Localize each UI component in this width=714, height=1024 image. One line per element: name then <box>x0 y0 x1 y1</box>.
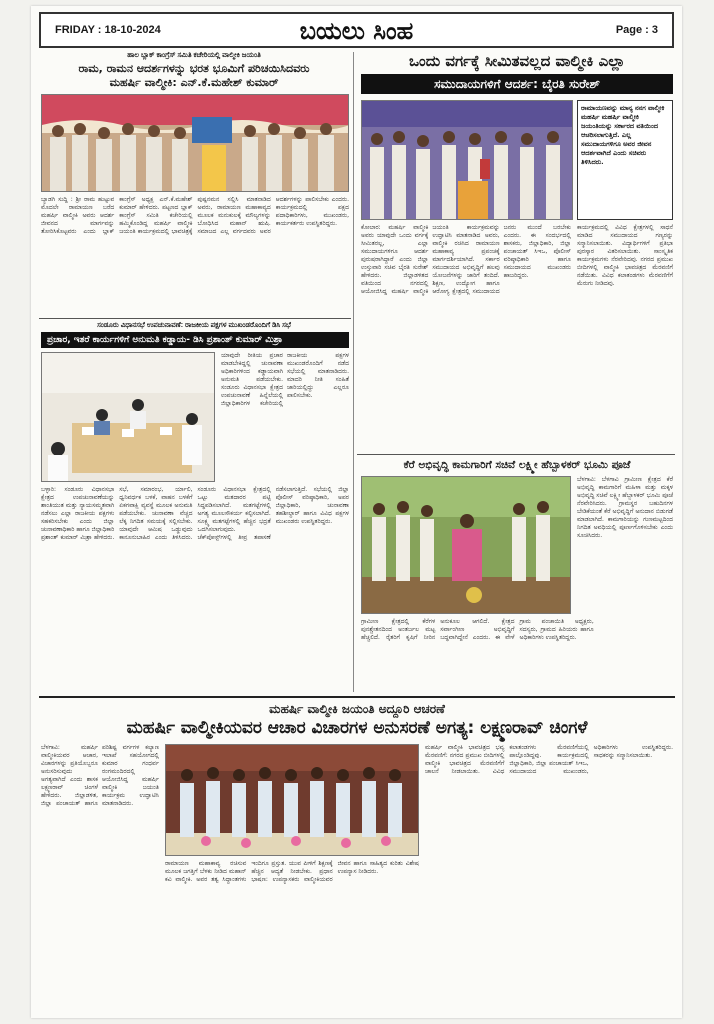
divider <box>39 318 351 319</box>
story4-photo <box>361 476 571 614</box>
story5-photo <box>165 744 419 856</box>
story2-body: ಕೋಲಾರ: ಮಹರ್ಷಿ ವಾಲ್ಮೀಕಿ ಅವರು ಯಾವುದೇ ಒಂದು ವರ್ಗಕ್ಕೆ ಸೀಮಿತರಲ್ಲ, ಎಲ್ಲಾ ಸಮುದಾಯಗಳಿಗೂ ಆದರ್ಶ ಪುರುಷರಾಗಿದ್ದಾರೆ ಎಂದು ಜಿಲ್ಲಾ ಉಸ್ತುವಾರಿ ಸಚಿವ ಬೈರತಿ ಸುರೇಶ್ ಹೇಳಿದರು. ಜಿಲ್ಲಾಡಳಿತದ ವತಿಯಿಂದ ನಗರದಲ್ಲಿ ಆಯೋಜಿಸಿದ್ದ ಮಹರ್ಷಿ ವಾಲ್ಮೀಕಿ ಜಯಂತಿ ಕಾರ್ಯಕ್ರಮವನ್ನು ಉದ್ಘಾಟಿಸಿ ಮಾತನಾಡಿದ ಅವರು, ವಾಲ್ಮೀಕಿ ರಚಿಸಿದ ರಾಮಾಯಣ ಮಹಾಕಾವ್ಯ ಪ್ರಪಂಚಕ್ಕೆ ಮಾರ್ಗದರ್ಶಿಯಾಗಿದೆ. ಸರ್ಕಾರ ಸಮುದಾಯದ ಅಭಿವೃದ್ಧಿಗೆ ಹಲವು ಯೋಜನೆಗಳನ್ನು ಜಾರಿಗೆ ತಂದಿದೆ. ಶಿಕ್ಷಣ, ಉದ್ಯೋಗ ಹಾಗೂ ಆರೋಗ್ಯ ಕ್ಷೇತ್ರದಲ್ಲಿ ಸಮುದಾಯದ ಜನರು ಮುಂದೆ ಬರಬೇಕು ಎಂದರು. ಈ ಸಂದರ್ಭದಲ್ಲಿ ಶಾಸಕರು, ಜಿಲ್ಲಾಧಿಕಾರಿ, ಜಿಲ್ಲಾ ಪಂಚಾಯತ್ ಸಿಇಒ, ಪೊಲೀಸ್ ವರಿಷ್ಠಾಧಿಕಾರಿ ಹಾಗೂ ಸಮುದಾಯದ ಮುಖಂಡರು ಹಾಜರಿದ್ದರು. <box>361 224 571 295</box>
story4-body-a: ಬೆಳಗಾವಿ: ಬೆಳಗಾವಿ ಗ್ರಾಮೀಣ ಕ್ಷೇತ್ರದ ಕೆರೆ ಅಭಿವೃದ್ಧಿ ಕಾಮಗಾರಿಗೆ ಮಹಿಳಾ ಮತ್ತು ಮಕ್ಕಳ ಅಭಿವೃದ್ಧಿ ಸಚಿವೆ ಲಕ್ಷ್ಮೀ ಹೆಬ್ಬಾಳಕರ್ ಭೂಮಿ ಪೂಜೆ ನೆರವೇರಿಸಿದರು. ಗ್ರಾಮಸ್ಥರ ಬಹುದಿನಗಳ ಬೇಡಿಕೆಯಂತೆ ಕೆರೆ ಅಭಿವೃದ್ಧಿಗೆ ಅನುದಾನ ಬಿಡುಗಡೆ ಮಾಡಲಾಗಿದೆ. ಕಾಮಗಾರಿಯನ್ನು ಗುಣಮಟ್ಟದಿಂದ ನಿಗದಿತ ಅವಧಿಯಲ್ಲಿ ಪೂರ್ಣಗೊಳಿಸಬೇಕು ಎಂದು ಸೂಚಿಸಿದರು. <box>577 476 673 539</box>
issue-date: FRIDAY : 18-10-2024 <box>55 24 161 36</box>
story1-kicker: ಹಾಲ ಬ್ಲಾಕ್ ಕಾಂಗ್ರೆಸ್ ಸಮಿತಿ ಕಚೇರಿಯಲ್ಲಿ ವಾಲ್ಮೀಕಿ ಜಯಂತಿ <box>127 52 261 59</box>
divider <box>39 696 675 698</box>
story3-body-b <box>41 486 349 692</box>
story3-headline: ಪ್ರಚಾರ, ಇತರೆ ಕಾರ್ಯಗಳಿಗೆ ಅನುಮತಿ ಕಡ್ಡಾಯ- ಡಿಸಿ ಪ್ರಶಾಂತ್ ಕುಮಾರ್ ಮಿಶ್ರಾ <box>41 332 349 348</box>
story1-headline-line1: ರಾಮ, ರಾಮನ ಆದರ್ಶಗಳನ್ನು ಭರತ ಭೂಮಿಗೆ ಪರಿಚಯಿಸಿದವರು <box>78 62 310 75</box>
newspaper-title: ಬಯಲು ಸಿಂಹ <box>299 16 414 45</box>
story3-photo <box>41 352 215 482</box>
divider <box>357 454 675 455</box>
column-divider <box>353 52 354 692</box>
story2-headline-line2: ಸಮುದಾಯಗಳಿಗೆ ಆದರ್ಶ: ಬೈರತಿ ಸುರೇಶ್ <box>361 74 673 94</box>
page-number: Page : 3 <box>615 24 658 36</box>
newspaper-page <box>31 6 682 1018</box>
story2-pull-quote: ರಾಮಾಯಣವನ್ನು ಮಾನ್ಯ ನನಗ ವಾಲ್ಮೀಕಿ ಮಹರ್ಷಿ ಮಹರ್ಷಿ ವಾಲ್ಮೀಕಿ ಜಯಂತಿಯನ್ನು ಸರ್ಕಾರದ ವತಿಯಿಂದ ಆಚರಿಸಲಾಗುತ್ತಿದೆ. ಎಲ್ಲ ಸಮುದಾಯಗಳಿಗೂ ಅವರ ಜೀವನ ಆದರ್ಶವಾಗಿದೆ ಎಂದು ಸಚಿವರು ತಿಳಿಸಿದರು. <box>577 100 673 220</box>
story5-kicker: ಮಹರ್ಷಿ ವಾಲ್ಮೀಕಿ ಜಯಂತಿ ಅದ್ದೂರಿ ಆಚರಣೆ <box>269 702 445 716</box>
story5-body-b: ರಾಮಾಯಣ ಮಹಾಕಾವ್ಯ ರಚಿಸುವ ಮೂಲಕ ಜಗತ್ತಿಗೆ ಬೆಳಕು ನೀಡಿದ ಮಹಾನ್ ಕವಿ ವಾಲ್ಮೀಕಿ. ಅವರ ತತ್ವ ಸಿದ್ಧಾಂತಗಳು ಇಂದಿಗೂ ಪ್ರಸ್ತುತ. ಯುವ ಪೀಳಿಗೆ ಶಿಕ್ಷಣಕ್ಕೆ ಹೆಚ್ಚಿನ ಆದ್ಯತೆ ನೀಡಬೇಕು. ಪ್ರಧಾನ ಭಾಷಣ: ಉಪನ್ಯಾಸಕರು ವಾಲ್ಮೀಕಿಯವರ ಜೀವನ ಹಾಗೂ ಸಾಹಿತ್ಯದ ಕುರಿತು ವಿಶೇಷ ಉಪನ್ಯಾಸ ನೀಡಿದರು. <box>165 860 419 883</box>
story5-body-c: ಮಹರ್ಷಿ ವಾಲ್ಮೀಕಿ ಭಾವಚಿತ್ರದ ಭವ್ಯ ಮೆರವಣಿಗೆ: ನಗರದ ಪ್ರಮುಖ ಬೀದಿಗಳಲ್ಲಿ ವಾಲ್ಮೀಕಿ ಭಾವಚಿತ್ರದ ಮೆರವಣಿಗೆಗೆ ಚಾಲನೆ ನೀಡಲಾಯಿತು. ವಿವಿಧ ಕಲಾತಂಡಗಳು ಮೆರವಣಿಗೆಯಲ್ಲಿ ಪಾಲ್ಗೊಂಡಿದ್ದವು. ಕಾರ್ಯಕ್ರಮದಲ್ಲಿ ಜಿಲ್ಲಾಧಿಕಾರಿ, ಜಿಲ್ಲಾ ಪಂಚಾಯತ್ ಸಿಇಒ, ಸಮುದಾಯದ ಮುಖಂಡರು, ಅಧಿಕಾರಿಗಳು ಉಪಸ್ಥಿತರಿದ್ದರು. ಸಾಧಕರನ್ನು ಸನ್ಮಾನಿಸಲಾಯಿತು. <box>425 744 673 775</box>
story3-body-c-text: ಸಂಡೂರು ವಿಧಾನಸಭಾ ಕ್ಷೇತ್ರದಲ್ಲಿ ಒಟ್ಟು ಮತದಾರರ ಪಟ್ಟಿ ಸಿದ್ಧಪಡಿಸಲಾಗಿದೆ. ಮತಗಟ್ಟೆಗಳಲ್ಲಿ ಅಗತ್ಯ ಮೂಲಸೌಕರ್ಯ ಕಲ್ಪಿಸಲಾಗಿದೆ. ಸೂಕ್ಷ್ಮ ಮತಗಟ್ಟೆಗಳಲ್ಲಿ ಹೆಚ್ಚಿನ ಭದ್ರತೆ ಒದಗಿಸಲಾಗುವುದು. ಚೆಕ್‌ಪೋಸ್ಟ್‌ಗಳಲ್ಲಿ ತೀವ್ರ ತಪಾಸಣೆ ನಡೆಸಲಾಗುತ್ತಿದೆ. ಸಭೆಯಲ್ಲಿ ಜಿಲ್ಲಾ ಪೊಲೀಸ್ ವರಿಷ್ಠಾಧಿಕಾರಿ, ಅಪರ ಜಿಲ್ಲಾಧಿಕಾರಿ, ಚುನಾವಣಾ ತಹಶೀಲ್ದಾರ್ ಹಾಗೂ ವಿವಿಧ ಪಕ್ಷಗಳ ಮುಖಂಡರು ಉಪಸ್ಥಿತರಿದ್ದರು. <box>197 486 349 541</box>
story2-body-b: ಕಾರ್ಯಕ್ರಮದಲ್ಲಿ ವಿವಿಧ ಕ್ಷೇತ್ರಗಳಲ್ಲಿ ಸಾಧನೆ ಮಾಡಿದ ಸಮುದಾಯದ ಗಣ್ಯರನ್ನು ಸನ್ಮಾನಿಸಲಾಯಿತು. ವಿದ್ಯಾರ್ಥಿಗಳಿಗೆ ಪ್ರತಿಭಾ ಪುರಸ್ಕಾರ ವಿತರಿಸಲಾಯಿತು. ಸಾಂಸ್ಕೃತಿಕ ಕಾರ್ಯಕ್ರಮಗಳು ನೆರವೇರಿದವು. ನಗರದ ಪ್ರಮುಖ ಬೀದಿಗಳಲ್ಲಿ ವಾಲ್ಮೀಕಿ ಭಾವಚಿತ್ರದ ಮೆರವಣಿಗೆ ನಡೆಯಿತು. ವಿವಿಧ ಕಲಾತಂಡಗಳು ಮೆರವಣಿಗೆಗೆ ಮೆರುಗು ನೀಡಿದವು. <box>577 224 673 287</box>
story4-body-b: ಗ್ರಾಮೀಣ ಕ್ಷೇತ್ರದಲ್ಲಿ ಕೆರೆಗಳ ಪುನಶ್ಚೇತನದಿಂದ ಅಂತರ್ಜಲ ಮಟ್ಟ ಹೆಚ್ಚಲಿದೆ. ರೈತರಿಗೆ ಕೃಷಿಗೆ ನೀರಿನ ಅನುಕೂಲ ಆಗಲಿದೆ. ಕ್ಷೇತ್ರದ ಸರ್ವಾಂಗೀಣ ಅಭಿವೃದ್ಧಿಗೆ ಬದ್ಧವಾಗಿದ್ದೇನೆ ಎಂದರು. ಈ ವೇಳೆ ಗ್ರಾಮ ಪಂಚಾಯಿತಿ ಅಧ್ಯಕ್ಷರು, ಸದಸ್ಯರು, ಗ್ರಾಮದ ಹಿರಿಯರು ಹಾಗೂ ಅಧಿಕಾರಿಗಳು ಉಪಸ್ಥಿತರಿದ್ದರು. <box>361 618 594 641</box>
story2-headline-line1: ಒಂದು ವರ್ಗಕ್ಕೆ ಸೀಮಿತವಲ್ಲದ ವಾಲ್ಮೀಕಿ ಎಲ್ಲಾ <box>408 52 626 70</box>
story1-headline-line2: ಮಹರ್ಷಿ ವಾಲ್ಮೀಕಿ: ಎನ್.ಕೆ.ಮಹೇಶ್ ಕುಮಾರ್ <box>109 76 279 89</box>
story5-headline: ಮಹರ್ಷಿ ವಾಲ್ಮೀಕಿಯವರ ಆಚಾರ ವಿಚಾರಗಳ ಅನುಸರಣೆ ಅಗತ್ಯ: ಲಕ್ಷ್ಮಣರಾವ್ ಚಿಂಗಳೆ <box>126 718 588 738</box>
story2-photo <box>361 100 573 220</box>
story1-photo <box>41 94 349 192</box>
story3-body-b-text: ಬಳ್ಳಾರಿ: ಸಂಡೂರು ವಿಧಾನಸಭಾ ಕ್ಷೇತ್ರದ ಉಪಚುನಾವಣೆಯನ್ನು ಶಾಂತಿಯುತ ಮತ್ತು ನ್ಯಾಯಸಮ್ಮತವಾಗಿ ನಡೆಸಲು ಎಲ್ಲಾ ರಾಜಕೀಯ ಪಕ್ಷಗಳು ಸಹಕರಿಸಬೇಕು ಎಂದು ಜಿಲ್ಲಾ ಚುನಾವಣಾಧಿಕಾರಿ ಹಾಗೂ ಜಿಲ್ಲಾಧಿಕಾರಿ ಪ್ರಶಾಂತ್ ಕುಮಾರ್ ಮಿಶ್ರಾ ಹೇಳಿದರು. ಸಭೆ, ಸಮಾರಂಭ, ರ್ಯಾಲಿ, ಧ್ವನಿವರ್ಧಕ ಬಳಕೆ, ವಾಹನ ಬಳಕೆಗೆ ಏಕಗವಾಕ್ಷಿ ವ್ಯವಸ್ಥೆ ಮೂಲಕ ಅನುಮತಿ ಪಡೆಯಬೇಕು. ಚುನಾವಣಾ ವೆಚ್ಚದ ಲೆಕ್ಕ ನಿಗದಿತ ಸಮಯಕ್ಕೆ ಸಲ್ಲಿಸಬೇಕು. ಯಾವುದೇ ಆಮಿಷ ಒಡ್ಡುವುದು ಕಾನೂನುಬಾಹಿರ ಎಂದು ತಿಳಿಸಿದರು. <box>41 486 193 541</box>
story4-headline: ಕೆರೆ ಅಭಿವೃದ್ಧಿ ಕಾಮಗಾರಿಗೆ ಸಚಿವೆ ಲಕ್ಷ್ಮೀ ಹೆಬ್ಬಾಳಕರ್ ಭೂಮಿ ಪೂಜೆ <box>403 459 631 471</box>
story5-body-a: ಬೆಳಗಾವಿ: ಮಹರ್ಷಿ ವಾಲ್ಮೀಕಿಯವರ ಆಚಾರ, ವಿಚಾರಗಳನ್ನು ಪ್ರತಿಯೊಬ್ಬರೂ ಅನುಸರಿಸುವುದು ಅಗತ್ಯವಾಗಿದೆ ಎಂದು ಶಾಸಕ ಲಕ್ಷ್ಮಣರಾವ್ ಚಿಂಗಳೆ ಹೇಳಿದರು. ಜಿಲ್ಲಾಡಳಿತ, ಜಿಲ್ಲಾ ಪಂಚಾಯತ್ ಹಾಗೂ ಪರಿಶಿಷ್ಟ ವರ್ಗಗಳ ಕಲ್ಯಾಣ ಇಲಾಖೆ ಸಹಯೋಗದಲ್ಲಿ ಕುಮಾರ ಗಂಧರ್ವ ರಂಗಮಂದಿರದಲ್ಲಿ ಆಯೋಜಿಸಿದ್ದ ಮಹರ್ಷಿ ವಾಲ್ಮೀಕಿ ಜಯಂತಿ ಕಾರ್ಯಕ್ರಮ ಉದ್ಘಾಟಿಸಿ ಮಾತನಾಡಿದರು. <box>41 744 159 807</box>
masthead <box>39 12 674 48</box>
story1-body: ಬ್ಯಾಡಗಿ ಸುದ್ದಿ : ಶ್ರೀ ರಾಮ ಹುಟ್ಟುವ ಮೊದಲೇ ರಾಮಾಯಣ ಬರೆದ ಮಹರ್ಷಿ ವಾಲ್ಮೀಕಿ ಅವರು ಆದರ್ಶ ಜೀವನದ ಮಾರ್ಗವನ್ನು ತೋರಿಸಿಕೊಟ್ಟವರು ಎಂದು ಬ್ಲಾಕ್ ಕಾಂಗ್ರೆಸ್ ಅಧ್ಯಕ್ಷ ಎನ್.ಕೆ.ಮಹೇಶ್ ಕುಮಾರ್ ಹೇಳಿದರು. ಪಟ್ಟಣದ ಬ್ಲಾಕ್ ಕಾಂಗ್ರೆಸ್ ಸಮಿತಿ ಕಚೇರಿಯಲ್ಲಿ ಹಮ್ಮಿಕೊಂಡಿದ್ದ ಮಹರ್ಷಿ ವಾಲ್ಮೀಕಿ ಜಯಂತಿ ಕಾರ್ಯಕ್ರಮದಲ್ಲಿ ಭಾವಚಿತ್ರಕ್ಕೆ ಪುಷ್ಪನಮನ ಸಲ್ಲಿಸಿ ಮಾತನಾಡಿದ ಅವರು, ರಾಮಾಯಣ ಮಹಾಕಾವ್ಯದ ಮೂಲಕ ಮನುಕುಲಕ್ಕೆ ಮೌಲ್ಯಗಳನ್ನು ಬೋಧಿಸಿದ ಮಹಾನ್ ಋಷಿ. ಸಮಾಜದ ಎಲ್ಲ ವರ್ಗದವರು ಅವರ ಆದರ್ಶಗಳನ್ನು ಪಾಲಿಸಬೇಕು ಎಂದರು. ಕಾರ್ಯಕ್ರಮದಲ್ಲಿ ಪಕ್ಷದ ಪದಾಧಿಕಾರಿಗಳು, ಮುಖಂಡರು, ಕಾರ್ಯಕರ್ತರು ಉಪಸ್ಥಿತರಿದ್ದರು. <box>41 196 349 235</box>
story3-kicker: ಸಂಡೂರು ವಿಧಾನಸಭೆ ಉಪಚುನಾವಣೆ: ರಾಜಕೀಯ ಪಕ್ಷಗಳ ಮುಖಂಡರೊಂದಿಗೆ ಡಿಸಿ ಸಭೆ <box>97 322 291 329</box>
story3-body-a: ಯಾವುದೇ ರೀತಿಯ ಪ್ರಚಾರ ಮಾಡಬೇಕಿದ್ದಲ್ಲಿ ಚುನಾವಣಾ ಅಧಿಕಾರಿಗಳಿಂದ ಕಡ್ಡಾಯವಾಗಿ ಅನುಮತಿ ಪಡೆಯಬೇಕು. ಸಂಡೂರು ವಿಧಾನಸಭಾ ಕ್ಷೇತ್ರದ ಉಪಚುನಾವಣೆ ಹಿನ್ನೆಲೆಯಲ್ಲಿ ಜಿಲ್ಲಾಧಿಕಾರಿಗಳ ಕಚೇರಿಯಲ್ಲಿ ರಾಜಕೀಯ ಪಕ್ಷಗಳ ಮುಖಂಡರೊಂದಿಗೆ ನಡೆದ ಸಭೆಯಲ್ಲಿ ಮಾತನಾಡಿದರು. ಮಾದರಿ ನೀತಿ ಸಂಹಿತೆ ಜಾರಿಯಲ್ಲಿದ್ದು ಎಲ್ಲರೂ ಪಾಲಿಸಬೇಕು. <box>221 352 349 407</box>
